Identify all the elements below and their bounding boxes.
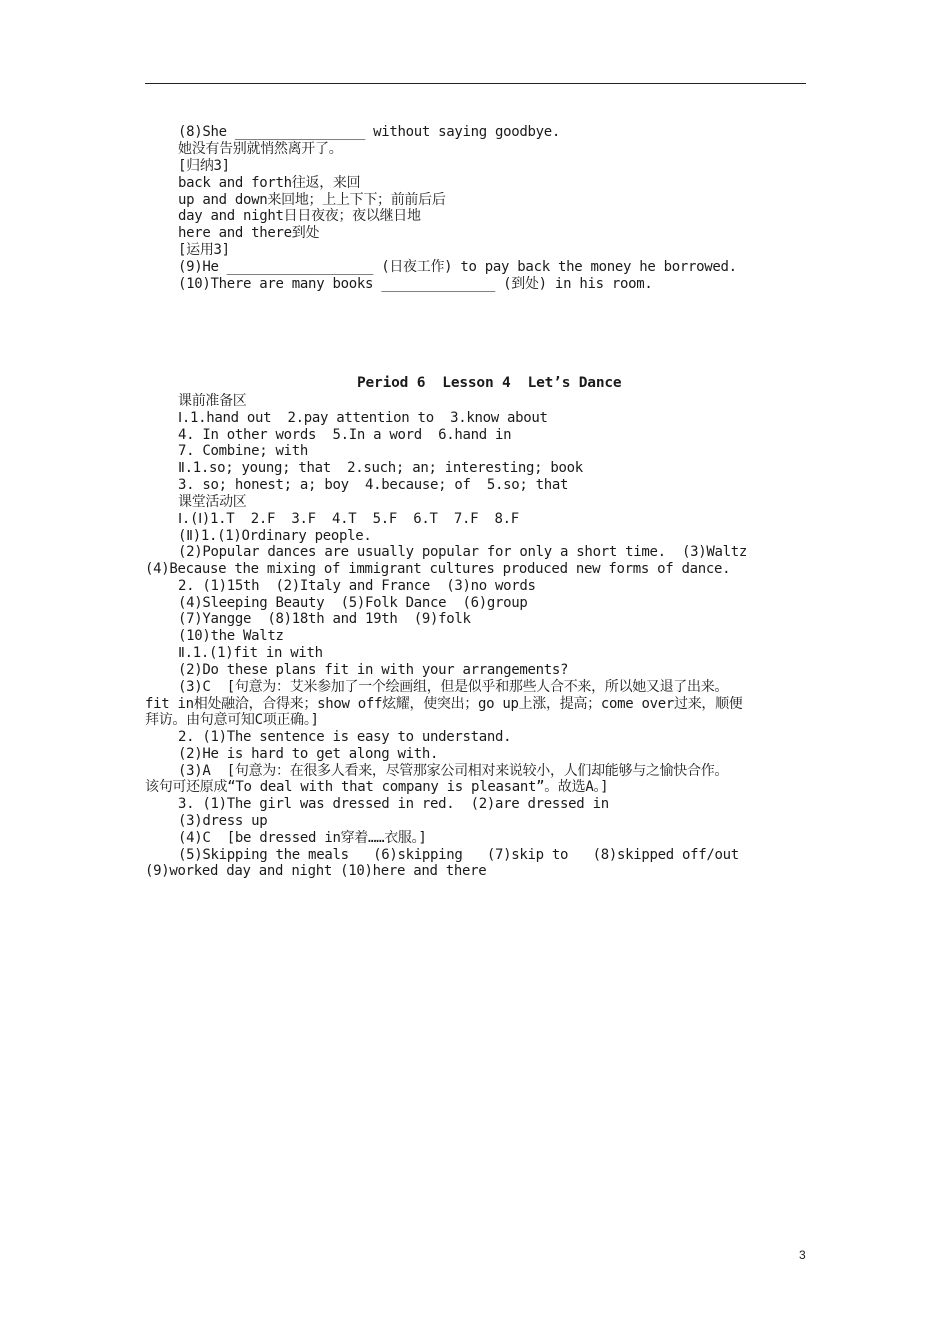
text-line: 2. (1)The sentence is easy to understand. [178,729,512,745]
text-line: (8)She ________________ without saying goodbye. [178,124,561,140]
text-line: here and there到处 [178,225,320,241]
text-line: (2)Popular dances are usually popular for only a short time. (3)Waltz [178,544,748,560]
text-line: 3. so; honest; a; boy 4.because; of 5.so; that [178,477,569,493]
text-line: 7. Combine; with [178,443,309,459]
text-line: 4. In other words 5.In a word 6.hand in [178,427,512,443]
text-line: Ⅱ.1.(1)fit in with [178,645,323,661]
text-line: (4)Sleeping Beauty (5)Folk Dance (6)group [178,595,528,611]
text-line: (9)worked day and night (10)here and there [145,863,487,879]
text-line: (7)Yangge (8)18th and 19th (9)folk [178,611,471,627]
text-line: (4)C [be dressed in穿着……衣服。] [178,830,427,846]
section-heading: 课堂活动区 [178,494,247,510]
text-line: Ⅰ.(Ⅰ)1.T 2.F 3.F 4.T 5.F 6.T 7.F 8.F [178,511,519,527]
text-line: 该句可还原成“To deal with that company is pleasant”。故选A。] [145,779,609,795]
text-line: back and forth往返，来回 [178,175,361,191]
text-line: 拜访。由句意可知C项正确。] [145,712,319,728]
text-line: (Ⅱ)1.(1)Ordinary people. [178,528,372,544]
text-line: fit in相处融洽，合得来；show off炫耀，使突出；go up上涨，提高；come over过来，顺便 [145,696,743,712]
text-line: 3. (1)The girl was dressed in red. (2)are dressed in [178,796,609,812]
text-line: Ⅰ.1.hand out 2.pay attention to 3.know about [178,410,548,426]
text-line: (9)He __________________ (日夜工作) to pay back the money he borrowed. [178,259,737,275]
text-line: (10)the Waltz [178,628,284,644]
text-line: [归纳3] [178,158,230,174]
text-line: (5)Skipping the meals (6)skipping (7)skip to (8)skipped off/out [178,847,739,863]
text-line: 2. (1)15th (2)Italy and France (3)no words [178,578,536,594]
section-heading: 课前准备区 [178,393,247,409]
text-line: day and night日日夜夜；夜以继日地 [178,208,421,224]
text-line: (2)He is hard to get along with. [178,746,439,762]
header-rule [145,83,806,84]
text-line: (3)A [句意为：在很多人看来，尽管那家公司相对来说较小，人们却能够与之愉快合作。 [178,763,729,779]
text-line: [运用3] [178,242,230,258]
period-title: Period 6 Lesson 4 Let’s Dance [357,375,622,391]
text-line: Ⅱ.1.so; young; that 2.such; an; interesting; book [178,460,583,476]
text-line: up and down来回地；上上下下；前前后后 [178,192,446,208]
page-number: 3 [799,1248,806,1262]
text-line: (10)There are many books ______________ (到处) in his room. [178,276,653,292]
text-line: (3)dress up [178,813,268,829]
text-line: (4)Because the mixing of immigrant cultures produced new forms of dance. [145,561,731,577]
text-line: 她没有告别就悄然离开了。 [178,141,343,157]
text-line: (3)C [句意为：艾米参加了一个绘画组，但是似乎和那些人合不来，所以她又退了出来。 [178,679,729,695]
text-line: (2)Do these plans fit in with your arrangements? [178,662,569,678]
